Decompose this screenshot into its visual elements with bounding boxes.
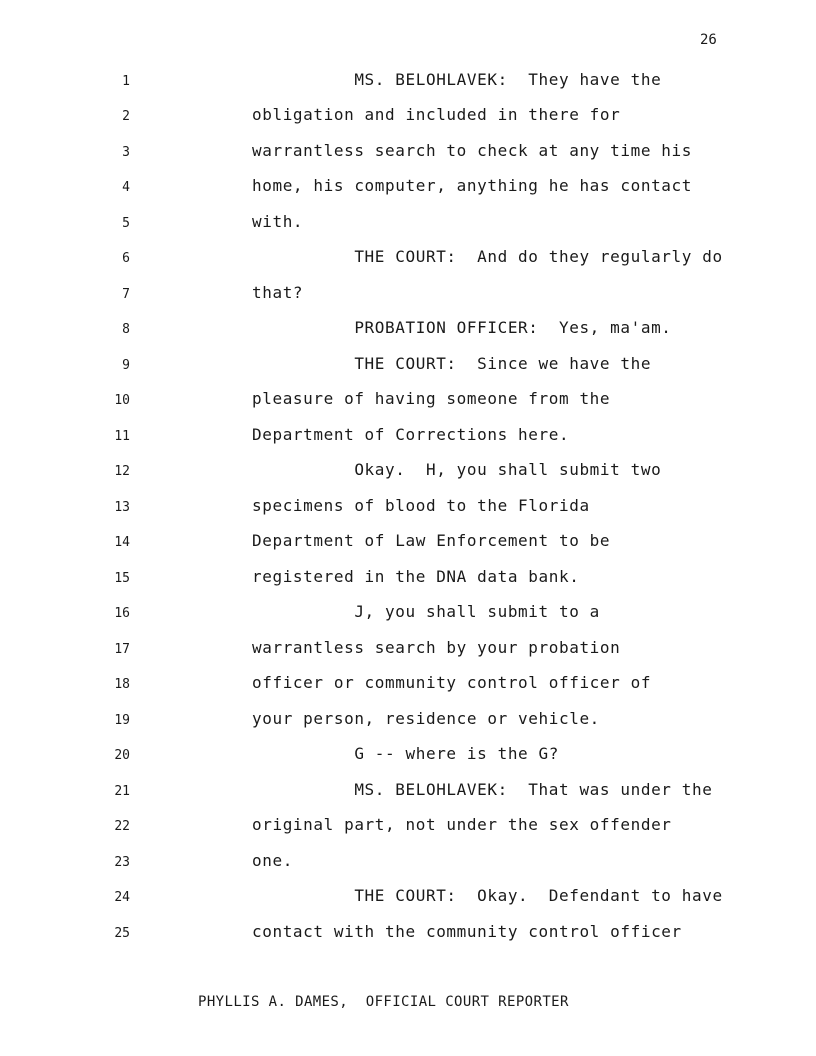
line-text: your person, residence or vehicle. (252, 709, 600, 728)
transcript-line (0, 105, 816, 141)
line-number: 18 (114, 677, 130, 692)
line-number: 7 (122, 287, 130, 302)
transcript-line (0, 851, 816, 887)
line-number: 17 (114, 642, 130, 657)
transcript-line (0, 247, 816, 283)
page-number: 26 (700, 32, 717, 48)
transcript-line (0, 460, 816, 496)
transcript-line (0, 212, 816, 248)
transcript-line (0, 780, 816, 816)
transcript-line (0, 886, 816, 922)
transcript-line (0, 638, 816, 674)
line-text: pleasure of having someone from the (252, 389, 611, 408)
line-number: 20 (114, 748, 130, 763)
transcript-line (0, 744, 816, 780)
line-number: 4 (122, 180, 130, 195)
reporter-footer: PHYLLIS A. DAMES, OFFICIAL COURT REPORTER (198, 994, 569, 1010)
line-text: MS. BELOHLAVEK: That was under the (252, 780, 713, 799)
line-text: Department of Corrections here. (252, 425, 570, 444)
transcript-line (0, 922, 816, 958)
line-text: THE COURT: Okay. Defendant to have (252, 886, 723, 905)
transcript-line (0, 318, 816, 354)
line-text: officer or community control officer of (252, 673, 652, 692)
transcript-line (0, 815, 816, 851)
transcript-line (0, 176, 816, 212)
line-text: original part, not under the sex offender (252, 815, 672, 834)
line-number: 10 (114, 393, 130, 408)
transcript-line (0, 354, 816, 390)
line-text: warrantless search by your probation (252, 638, 621, 657)
transcript-line (0, 602, 816, 638)
transcript-line (0, 673, 816, 709)
line-text: MS. BELOHLAVEK: They have the (252, 70, 662, 89)
transcript-line (0, 141, 816, 177)
line-number: 2 (122, 109, 130, 124)
line-text: obligation and included in there for (252, 105, 621, 124)
line-number: 15 (114, 571, 130, 586)
transcript-line (0, 531, 816, 567)
line-number: 25 (114, 926, 130, 941)
transcript-line (0, 283, 816, 319)
line-text: with. (252, 212, 304, 231)
line-text: PROBATION OFFICER: Yes, ma'am. (252, 318, 672, 337)
line-number: 16 (114, 606, 130, 621)
transcript-line (0, 496, 816, 532)
line-number: 11 (114, 429, 130, 444)
line-number: 8 (122, 322, 130, 337)
line-text: Okay. H, you shall submit two (252, 460, 662, 479)
line-number: 21 (114, 784, 130, 799)
line-text: that? (252, 283, 304, 302)
line-number: 13 (114, 500, 130, 515)
line-text: THE COURT: Since we have the (252, 354, 652, 373)
line-text: one. (252, 851, 293, 870)
line-text: Department of Law Enforcement to be (252, 531, 611, 550)
line-text: THE COURT: And do they regularly do (252, 247, 723, 266)
transcript-line (0, 709, 816, 745)
line-number: 19 (114, 713, 130, 728)
transcript-line (0, 567, 816, 603)
line-number: 12 (114, 464, 130, 479)
transcript-line (0, 425, 816, 461)
line-text: contact with the community control officer (252, 922, 682, 941)
line-text: registered in the DNA data bank. (252, 567, 580, 586)
line-number: 3 (122, 145, 130, 160)
line-number: 22 (114, 819, 130, 834)
line-number: 5 (122, 216, 130, 231)
line-number: 14 (114, 535, 130, 550)
transcript-line (0, 389, 816, 425)
line-text: home, his computer, anything he has contact (252, 176, 693, 195)
line-text: J, you shall submit to a (252, 602, 600, 621)
transcript-line (0, 70, 816, 106)
line-number: 6 (122, 251, 130, 266)
line-number: 23 (114, 855, 130, 870)
line-number: 24 (114, 890, 130, 905)
line-number: 9 (122, 358, 130, 373)
line-text: warrantless search to check at any time his (252, 141, 693, 160)
line-number: 1 (122, 74, 130, 89)
line-text: specimens of blood to the Florida (252, 496, 590, 515)
line-text: G -- where is the G? (252, 744, 559, 763)
